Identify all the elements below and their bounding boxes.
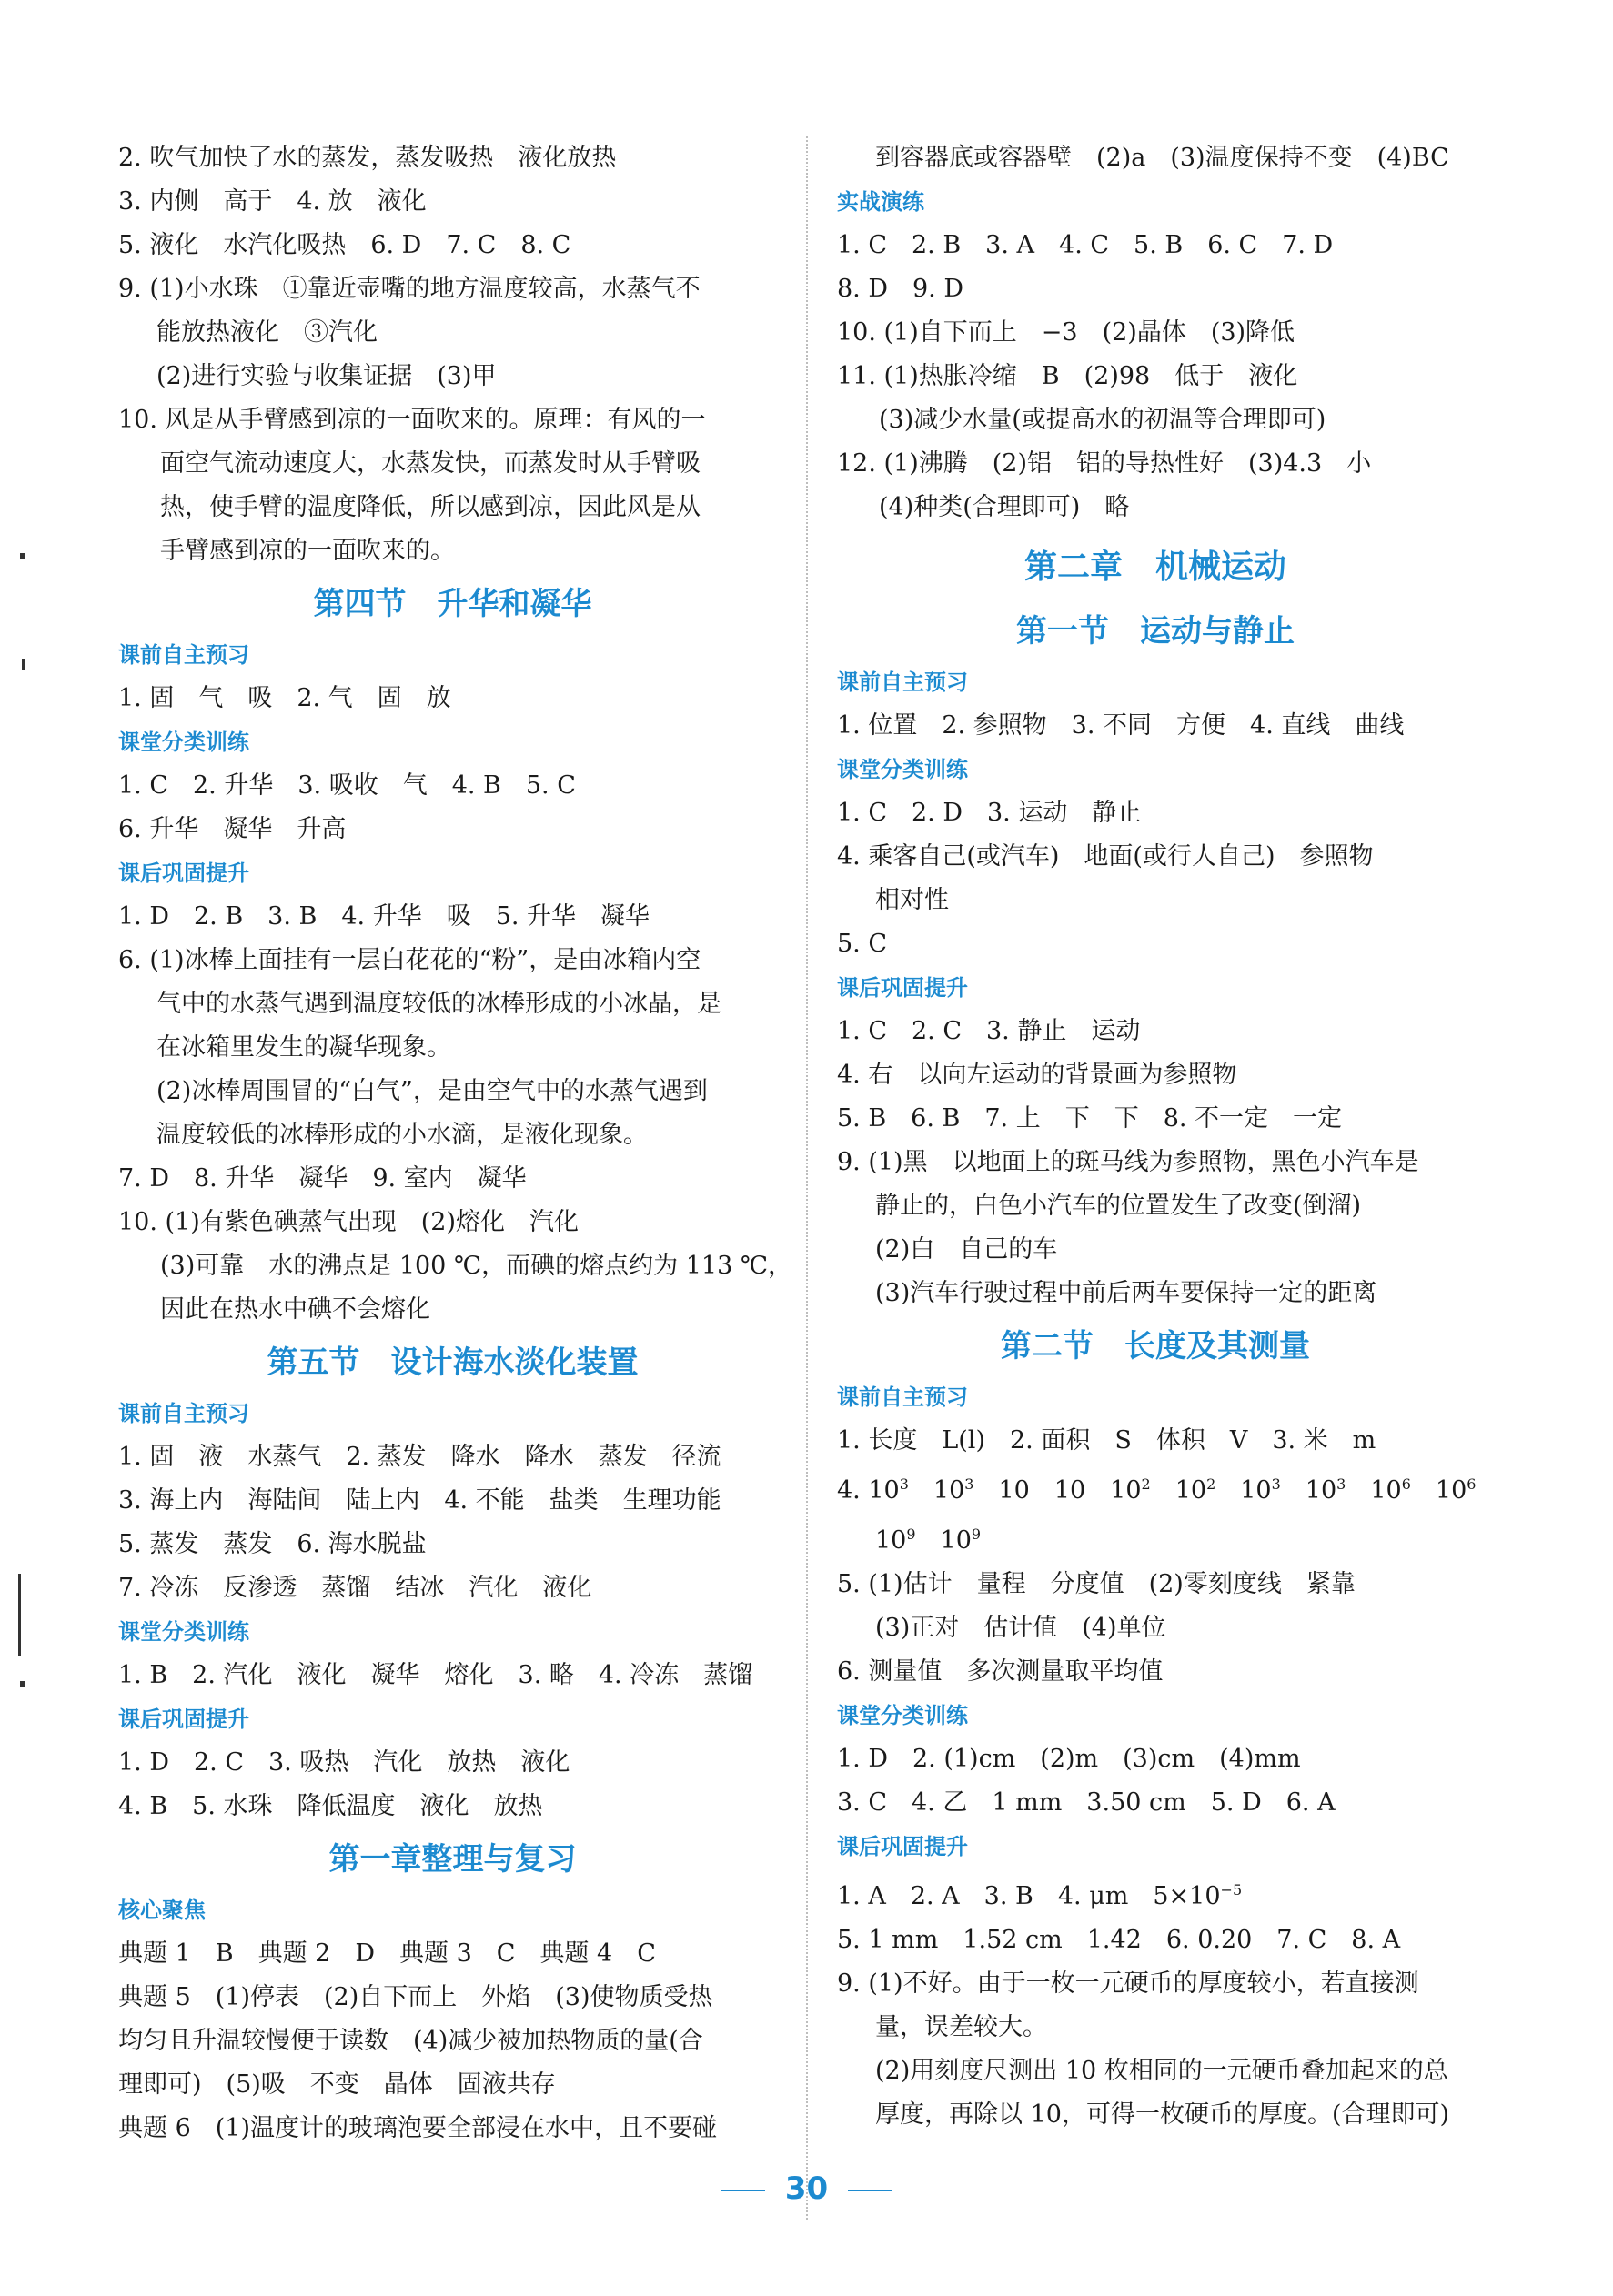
section-title: 第一节 运动与静止	[1016, 613, 1295, 650]
subsection-heading: 课前自主预习	[118, 1401, 249, 1426]
answer-line: 典题 1 B 典题 2 D 典题 3 C 典题 4 C	[118, 1939, 656, 1968]
answer-line: 理即可) (5)吸 不变 晶体 固液共存	[118, 2070, 556, 2099]
answer-line: 厚度，再除以 10，可得一枚硬币的厚度。(合理即可)	[875, 2100, 1450, 2129]
answer-line: 因此在热水中碘不会熔化	[160, 1295, 430, 1324]
answer-line: 5. B 6. B 7. 上 下 下 8. 不一定 一定	[837, 1104, 1343, 1133]
answer-line: 1. 长度 L(l) 2. 面积 S 体积 V 3. 米 m	[837, 1426, 1376, 1455]
section-title: 第二节 长度及其测量	[1001, 1328, 1310, 1365]
answer-line: 1. B 2. 汽化 液化 凝华 熔化 3. 略 4. 冷冻 蒸馏	[118, 1661, 753, 1689]
answer-line: 到容器底或容器壁 (2)a (3)温度保持不变 (4)BC	[875, 144, 1449, 172]
answer-number: 4.	[837, 1476, 869, 1505]
column-divider	[806, 136, 808, 2220]
exponent: 2	[1141, 1475, 1151, 1493]
scan-mark	[22, 659, 25, 670]
answer-line: 10. 风是从手臂感到凉的一面吹来的。原理：有风的一	[118, 406, 706, 434]
section-title: 第四节 升华和凝华	[313, 586, 592, 622]
answer-line: 1. C 2. C 3. 静止 运动	[837, 1017, 1141, 1045]
scan-mark	[20, 553, 25, 559]
subsection-heading: 课前自主预习	[118, 642, 249, 668]
answer-line: 10. (1)自下而上 −3 (2)晶体 (3)降低	[837, 318, 1295, 347]
answer-line: 6. 测量值 多次测量取平均值	[837, 1657, 1164, 1686]
exponent: 3	[1336, 1475, 1346, 1493]
exponent: 6	[1467, 1475, 1477, 1493]
exponent: 6	[1401, 1475, 1411, 1493]
power-term: $10^3$	[868, 1475, 909, 1505]
answer-line: 5. 液化 水汽化吸热 6. D 7. C 8. C	[118, 231, 571, 259]
subsection-heading: 课后巩固提升	[118, 1707, 249, 1732]
answer-line: 1. 固 气 吸 2. 气 固 放	[118, 684, 451, 712]
answer-line: 1. C 2. D 3. 运动 静止	[837, 799, 1142, 827]
page-number-text: 30	[784, 2170, 829, 2207]
subsection-heading: 实战演练	[837, 189, 924, 215]
answer-line: 3. C 4. 乙 1 mm 3.50 cm 5. D 6. A	[837, 1788, 1336, 1817]
answer-line: 均匀且升温较慢便于读数 (4)减少被加热物质的量(合	[118, 2027, 703, 2055]
subsection-heading: 核心聚焦	[118, 1898, 206, 1923]
power-term: $10^3$	[1240, 1475, 1281, 1505]
answer-line: 气中的水蒸气遇到温度较低的冰棒形成的小冰晶，是	[156, 990, 721, 1018]
powers-of-ten	[868, 1476, 1476, 1505]
answer-line: 温度较低的冰棒形成的小水滴，是液化现象。	[156, 1121, 648, 1149]
answer-line: (2)冰棒周围冒的“白气”，是由空气中的水蒸气遇到	[156, 1077, 708, 1105]
answer-line: 在冰箱里发生的凝华现象。	[156, 1033, 451, 1062]
answer-line: 9. (1)黑 以地面上的斑马线为参照物，黑色小汽车是	[837, 1148, 1419, 1176]
answer-line: 10. (1)有紫色碘蒸气出现 (2)熔化 汽化	[118, 1208, 580, 1236]
page-number	[0, 2170, 1613, 2207]
power-term: $10^9$	[940, 1526, 982, 1555]
page-number-dash	[848, 2190, 892, 2191]
answer-line: 7. 冷冻 反渗透 蒸馏 结冰 汽化 液化	[118, 1574, 592, 1602]
power-term: $10^3$	[1305, 1475, 1346, 1505]
answer-line: 热，使手臂的温度降低，所以感到凉，因此风是从	[160, 493, 701, 521]
subsection-heading: 课堂分类训练	[118, 730, 249, 755]
answer-line: 9. (1)小水珠 ①靠近壶嘴的地方温度较高，水蒸气不	[118, 275, 701, 303]
answer-line: 静止的，白色小汽车的位置发生了改变(倒溜)	[875, 1192, 1362, 1220]
chapter-title: 第二章 机械运动	[1023, 549, 1286, 586]
answer-text: 1. A 2. A 3. B 4. μm 5×10	[837, 1882, 1221, 1910]
answer-line: 12. (1)沸腾 (2)铝 铝的导热性好 (3)4.3 小	[837, 449, 1372, 478]
section-title: 第五节 设计海水淡化装置	[267, 1344, 639, 1381]
answer-line: (4)种类(合理即可) 略	[879, 493, 1130, 521]
exponent: 3	[1271, 1475, 1281, 1493]
answer-line: 4. 右 以向左运动的背景画为参照物	[837, 1061, 1237, 1089]
answer-line: 11. (1)热胀冷缩 B (2)98 低于 液化	[837, 362, 1298, 390]
scan-mark	[18, 1574, 21, 1656]
answer-line: 5. (1)估计 量程 分度值 (2)零刻度线 紧靠	[837, 1570, 1356, 1598]
answer-line: 相对性	[875, 886, 949, 914]
answer-line: 典题 5 (1)停表 (2)自下而上 外焰 (3)使物质受热	[118, 1983, 713, 2011]
subsection-heading: 课后巩固提升	[118, 861, 249, 886]
exponent: 9	[971, 1526, 982, 1543]
answer-line: (3)汽车行驶过程中前后两车要保持一定的距离	[875, 1279, 1377, 1307]
answer-line: (2)进行实验与收集证据 (3)甲	[156, 362, 497, 390]
answer-line: (3)可靠 水的沸点是 100 ℃，而碘的熔点约为 113 ℃，	[160, 1252, 793, 1280]
answer-line: 7. D 8. 升华 凝华 9. 室内 凝华	[118, 1164, 527, 1193]
answer-line: 典题 6 (1)温度计的玻璃泡要全部浸在水中，且不要碰	[118, 2114, 718, 2142]
answer-line: (3)减少水量(或提高水的初温等合理即可)	[879, 406, 1326, 434]
answer-line: 2. 吹气加快了水的蒸发，蒸发吸热 液化放热	[118, 144, 617, 172]
answer-line: 3. 内侧 高于 4. 放 液化	[118, 187, 427, 216]
answer-line: (2)白 自己的车	[875, 1235, 1058, 1264]
scan-mark	[20, 1681, 25, 1687]
answer-line: (2)用刻度尺测出 10 枚相同的一元硬币叠加起来的总	[875, 2057, 1448, 2085]
answer-line: 面空气流动速度大，水蒸发快，而蒸发时从手臂吸	[160, 449, 701, 478]
exponent: −5	[1220, 1881, 1243, 1898]
power-term: $10^2$	[1174, 1475, 1216, 1505]
powers-line	[837, 1513, 1474, 1563]
subsection-heading: 课后巩固提升	[837, 975, 968, 1001]
answer-line: 5. 1 mm 1.52 cm 1.42 6. 0.20 7. C 8. A	[837, 1926, 1401, 1954]
power-term: $10^2$	[1110, 1475, 1151, 1505]
answer-line: 1. 固 液 水蒸气 2. 蒸发 降水 降水 蒸发 径流	[118, 1443, 721, 1471]
exponent: 3	[899, 1475, 909, 1493]
power-term: $10^9$	[875, 1526, 916, 1555]
exponent: 9	[906, 1526, 916, 1543]
exponent: 3	[964, 1475, 974, 1493]
powers-line	[837, 1463, 1477, 1513]
answer-line: 6. (1)冰棒上面挂有一层白花花的“粉”，是由冰箱内空	[118, 946, 701, 974]
answer-line: 9. (1)不好。由于一枚一元硬币的厚度较小，若直接测	[837, 1969, 1419, 1998]
power-term: $10^6$	[1435, 1475, 1477, 1505]
exponent: 2	[1206, 1475, 1216, 1493]
answer-line: 3. 海上内 海陆间 陆上内 4. 不能 盐类 生理功能	[118, 1486, 721, 1515]
answer-line: 5. 蒸发 蒸发 6. 海水脱盐	[118, 1530, 427, 1558]
answer-line: 1. D 2. C 3. 吸热 汽化 放热 液化	[118, 1748, 570, 1777]
answer-line: (3)正对 估计值 (4)单位	[875, 1614, 1166, 1642]
power-term: 10	[1053, 1476, 1086, 1505]
answer-line: 1. 位置 2. 参照物 3. 不同 方便 4. 直线 曲线	[837, 711, 1405, 740]
subsection-heading: 课前自主预习	[837, 670, 968, 695]
left-column	[118, 136, 793, 2150]
answer-line: 1. C 2. B 3. A 4. C 5. B 6. C 7. D	[837, 231, 1334, 259]
power-term: $10^6$	[1370, 1475, 1411, 1505]
subsection-heading: 课前自主预习	[837, 1385, 968, 1410]
subsection-heading: 课堂分类训练	[118, 1619, 249, 1645]
subsection-heading: 课堂分类训练	[837, 1703, 968, 1728]
subsection-heading: 课堂分类训练	[837, 757, 968, 782]
answer-line: 量，误差较大。	[875, 2013, 1047, 2041]
right-column	[837, 136, 1477, 2137]
answer-line: 手臂感到凉的一面吹来的。	[160, 537, 455, 565]
page-number-dash	[721, 2190, 765, 2191]
answer-line: 6. 升华 凝华 升高	[118, 815, 347, 843]
answer-line: 1. D 2. (1)cm (2)m (3)cm (4)mm	[837, 1745, 1301, 1773]
answer-line: 1. D 2. B 3. B 4. 升华 吸 5. 升华 凝华	[118, 902, 650, 931]
powers-of-ten	[875, 1526, 981, 1555]
answer-line: 能放热液化 ③汽化	[156, 318, 378, 347]
answer-line: 5. C	[837, 930, 888, 958]
answer-line: 8. D 9. D	[837, 275, 963, 303]
answer-line: 4. B 5. 水珠 降低温度 液化 放热	[118, 1792, 543, 1820]
review-title: 第一章整理与复习	[328, 1841, 577, 1878]
power-term: $10^3$	[933, 1475, 974, 1505]
power-term: 10	[998, 1476, 1030, 1505]
answer-line: 1. C 2. 升华 3. 吸收 气 4. B 5. C	[118, 771, 576, 800]
answer-line	[837, 1868, 1474, 1918]
answer-line: 4. 乘客自己(或汽车) 地面(或行人自己) 参照物	[837, 842, 1374, 871]
subsection-heading: 课后巩固提升	[837, 1834, 968, 1859]
